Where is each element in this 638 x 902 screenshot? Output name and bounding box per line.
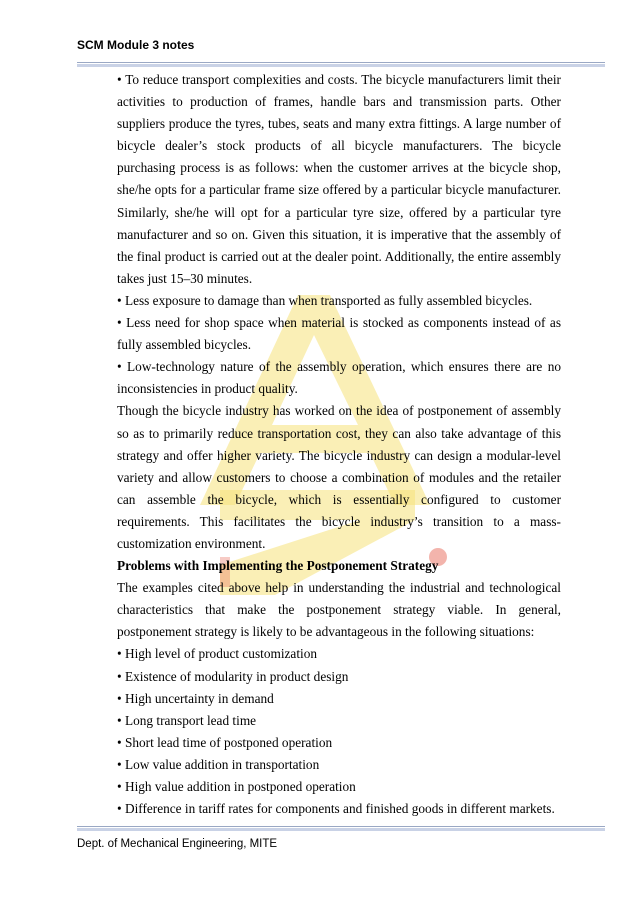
section-heading: Problems with Implementing the Postponement Strategy xyxy=(117,558,439,574)
page-header-title: SCM Module 3 notes xyxy=(77,38,195,52)
paragraph-shop-space: • Less need for shop space when material is stocked as components instead of as fully assembled bicycles. xyxy=(117,315,561,353)
paragraph-bicycle-transport: • To reduce transport complexities and costs. The bicycle manufacturers limit their activities to production of frames, handle bars and transmission parts. Other suppliers produce the tyres, tubes, seats and many extra fittings. A large number of bicycle dealer’s stock products of all bicycle manufacturers. The bicycle purchasing process is as follows: when the customer arrives at the bicycle shop, she/he opts for a particular frame size offered by a particular bicycle manufacturer. Similarly, she/he will opt for a particular tyre size, offered by a particular tyre manufacturer and so on. Given this situation, it is imperative that the assembly of the final product is carried out at the dealer point. Additionally, the entire assembly takes just 15–30 minutes. xyxy=(117,72,561,286)
header-rule xyxy=(77,62,605,67)
list-item: • High value addition in postponed operation xyxy=(117,779,356,794)
paragraph-low-technology: • Low-technology nature of the assembly operation, which ensures there are no inconsistencies in product quality. xyxy=(117,359,561,397)
list-item: • Difference in tariff rates for components and finished goods in different markets. xyxy=(117,801,555,817)
list-item: • Existence of modularity in product design xyxy=(117,668,349,684)
paragraph-less-exposure: • Less exposure to damage than when transported as fully assembled bicycles. xyxy=(117,292,533,308)
list-item: • High uncertainty in demand xyxy=(117,690,274,706)
page-content xyxy=(117,69,561,820)
page-footer: Dept. of Mechanical Engineering, MITE xyxy=(77,838,278,850)
list-item: • Long transport lead time xyxy=(117,712,257,728)
footer-rule xyxy=(77,826,605,831)
paragraph-bicycle-industry: Though the bicycle industry has worked on the idea of postponement of assembly so as to primarily reduce transportation cost, they can also take advantage of this strategy and offer higher variety. The bicycle industry can design a modular-level variety and allow customers to choose a combination of modules and the retailer can assemble the bicycle, which is essentially configured to customer requirements. This facilitates the bicycle industry’s transition to a mass-customization environment. xyxy=(117,403,561,551)
paragraph-examples: The examples cited above help in understanding the industrial and technological characteristics that make the postponement strategy viable. In general, postponement strategy is likely to be advantageous in the following situations: xyxy=(117,580,561,640)
list-item: • High level of product customization xyxy=(117,646,317,662)
list-item: • Short lead time of postponed operation xyxy=(117,734,333,750)
list-item: • Low value addition in transportation xyxy=(117,756,320,772)
